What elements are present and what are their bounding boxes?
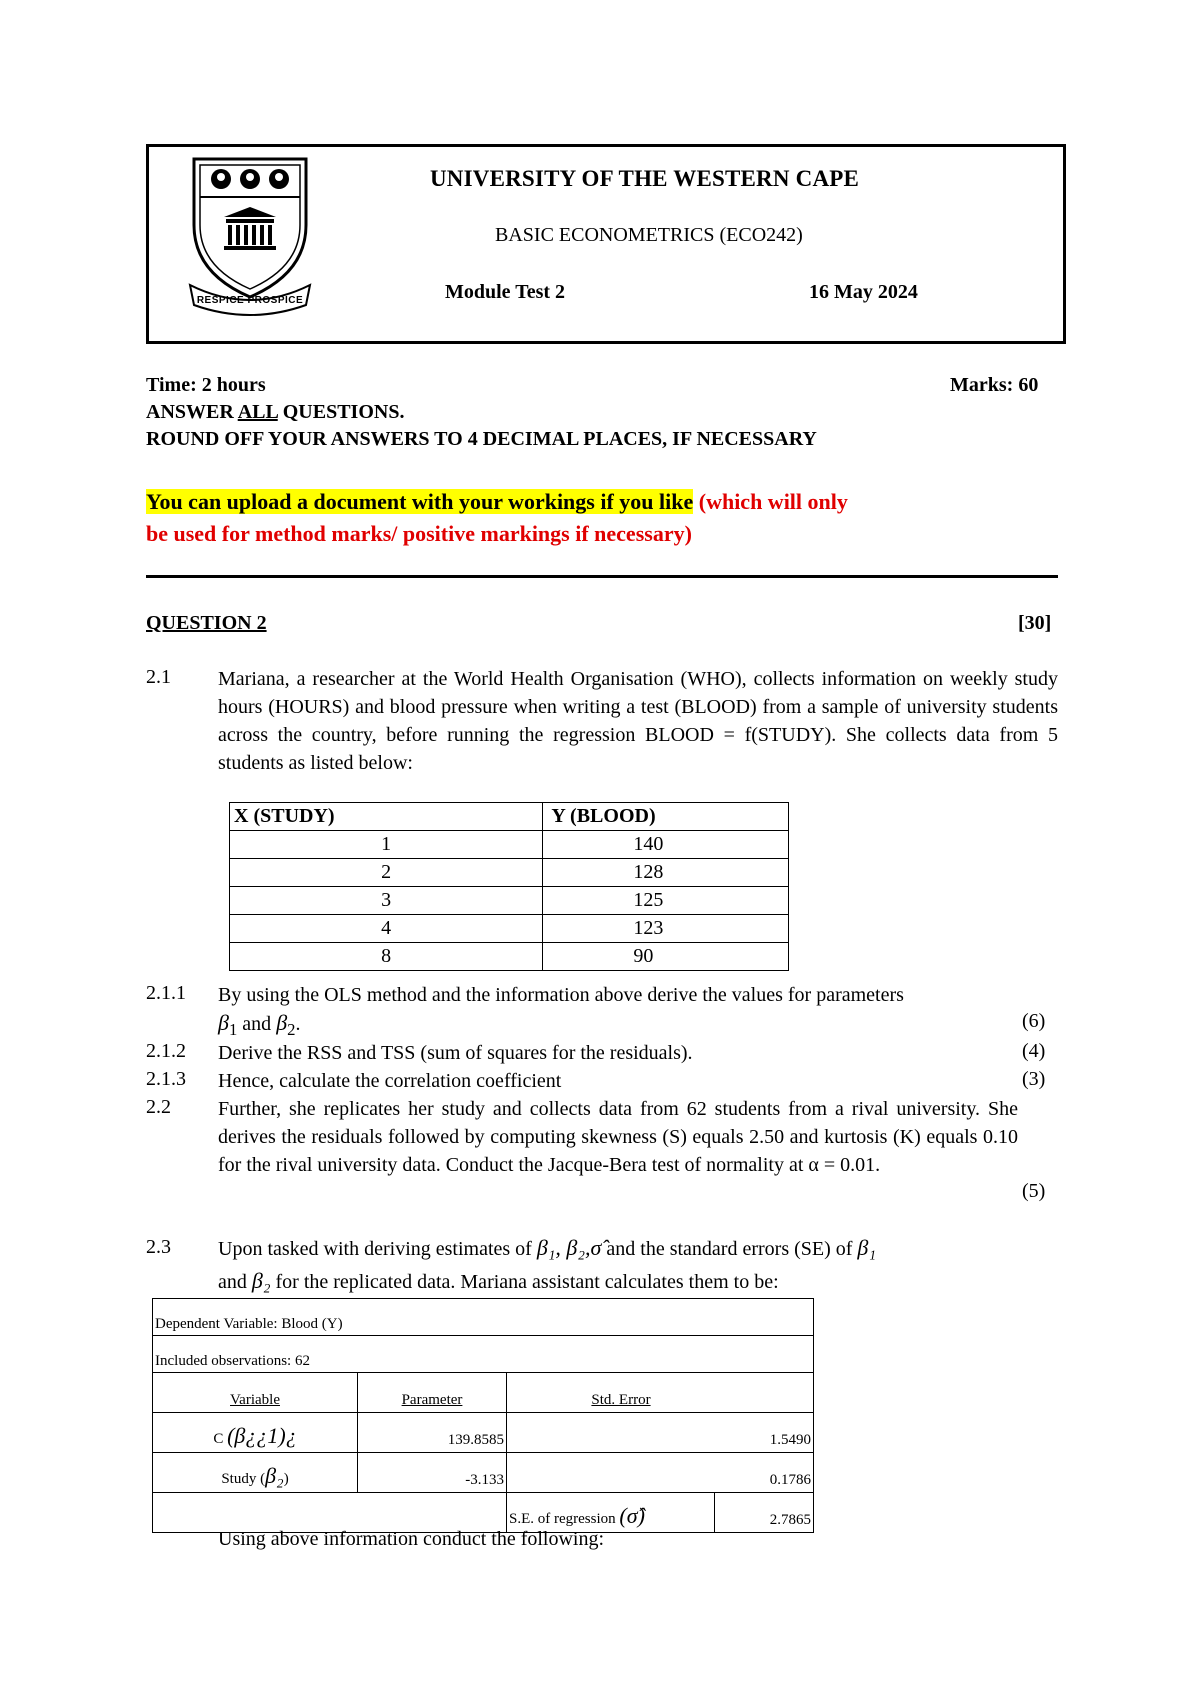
header-variable: Variable xyxy=(153,1373,358,1413)
table-row xyxy=(230,943,789,971)
test-name: Module Test 2 xyxy=(445,281,566,303)
dependent-variable-label: Dependent Variable: Blood (Y) xyxy=(153,1299,814,1336)
header-std-error: Std. Error xyxy=(507,1373,814,1413)
table-cell-y: 140 xyxy=(543,831,789,859)
university-title: UNIVERSITY OF THE WESTERN CAPE xyxy=(430,166,860,191)
upload-note: You can upload a document with your workings if you like (which will only be used for method marks/ positive markings if necessary) xyxy=(146,489,848,546)
table-cell-x: 4 xyxy=(230,915,543,943)
q213-text: Hence, calculate the correlation coefficient xyxy=(218,1070,562,1092)
regression-row-study xyxy=(153,1453,814,1493)
table-cell-y: 128 xyxy=(543,859,789,887)
var-constant: C (β¿¿1)¿ xyxy=(153,1413,358,1453)
q22-text: Further, she replicates her study and collects data from 62 students from a rival university. She derives the residuals followed by computing skewness (S) equals 2.50 and kurtosis (K) equals 0.10 for the rival university data. Conduct the Jacque-Bera test of normality at α = 0.01. xyxy=(218,1098,1018,1176)
table-cell-y: 123 xyxy=(543,915,789,943)
se-regression-label: S.E. of regression (σ̂) xyxy=(507,1493,715,1533)
course-title: BASIC ECONOMETRICS (ECO242) xyxy=(495,224,803,246)
divider xyxy=(146,575,1058,578)
table-cell-y: 90 xyxy=(543,943,789,971)
table-row xyxy=(230,831,789,859)
header-parameter: Parameter xyxy=(358,1373,507,1413)
table-header-x: X (STUDY) xyxy=(230,803,543,831)
table-cell-x: 1 xyxy=(230,831,543,859)
table-row xyxy=(230,859,789,887)
q212-text: Derive the RSS and TSS (sum of squares for the residuals). xyxy=(218,1042,693,1064)
dep-var-row xyxy=(153,1299,814,1336)
var-study: Study (β₂) xyxy=(153,1453,358,1493)
crest-motto: RESPICE PROSPICE xyxy=(196,295,304,306)
table-cell-x: 3 xyxy=(230,887,543,915)
test-date: 16 May 2024 xyxy=(809,281,918,303)
included-observations-label: Included observations: 62 xyxy=(153,1336,814,1373)
included-obs-row xyxy=(153,1336,814,1373)
q212-marks: (4) xyxy=(1022,1040,1046,1062)
table-cell-x: 8 xyxy=(230,943,543,971)
closing-text: Using above information conduct the following: xyxy=(218,1528,605,1550)
regression-header-row xyxy=(153,1373,814,1413)
table-row xyxy=(230,915,789,943)
round-off-instruction: ROUND OFF YOUR ANSWERS TO 4 DECIMAL PLACES, IF NECESSARY xyxy=(146,428,817,450)
university-crest-icon xyxy=(188,155,312,317)
regression-row-constant xyxy=(153,1413,814,1453)
q22-number: 2.2 xyxy=(146,1096,171,1118)
marks-label: Marks: 60 xyxy=(950,374,1039,396)
se-constant: 1.5490 xyxy=(507,1413,814,1453)
regression-table xyxy=(152,1298,814,1533)
param-constant: 139.8585 xyxy=(358,1413,507,1453)
table-header-row xyxy=(230,803,789,831)
q212-number: 2.1.2 xyxy=(146,1040,186,1062)
data-table xyxy=(229,802,789,971)
q211-text: By using the OLS method and the information above derive the values for parameters $\beta_1$ and $\beta_2$. xyxy=(218,984,904,1039)
q21-number: 2.1 xyxy=(146,666,171,688)
q23-number: 2.3 xyxy=(146,1236,171,1258)
q22-marks: (5) xyxy=(1022,1180,1046,1202)
table-cell-y: 125 xyxy=(543,887,789,915)
table-cell-x: 2 xyxy=(230,859,543,887)
time-label: Time: 2 hours xyxy=(146,374,266,396)
se-regression-value: 2.7865 xyxy=(715,1493,814,1533)
answer-all-instruction: ANSWER ALL QUESTIONS. xyxy=(146,401,405,423)
q211-number: 2.1.1 xyxy=(146,982,186,1004)
q211-marks: (6) xyxy=(1022,1010,1046,1032)
question-total-marks: [30] xyxy=(1018,612,1052,634)
table-row xyxy=(230,887,789,915)
param-study: -3.133 xyxy=(358,1453,507,1493)
se-study: 0.1786 xyxy=(507,1453,814,1493)
q213-marks: (3) xyxy=(1022,1068,1046,1090)
q23-text: Upon tasked with deriving estimates of β₁, β₂,σ̂ and the standard errors (SE) of β₁ and β₂ for the replicated data. Mariana assistant calculates them to be: xyxy=(218,1235,877,1293)
q213-number: 2.1.3 xyxy=(146,1068,186,1090)
q21-text: Mariana, a researcher at the World Health Organisation (WHO), collects information on weekly study hours (HOURS) and blood pressure when writing a test (BLOOD) from a sample of university students across the country, before running the regression BLOOD = f(STUDY). She collects data from 5 students as listed below: xyxy=(218,668,1058,774)
question-title: QUESTION 2 xyxy=(146,612,267,634)
table-header-y: Y (BLOOD) xyxy=(543,803,789,831)
